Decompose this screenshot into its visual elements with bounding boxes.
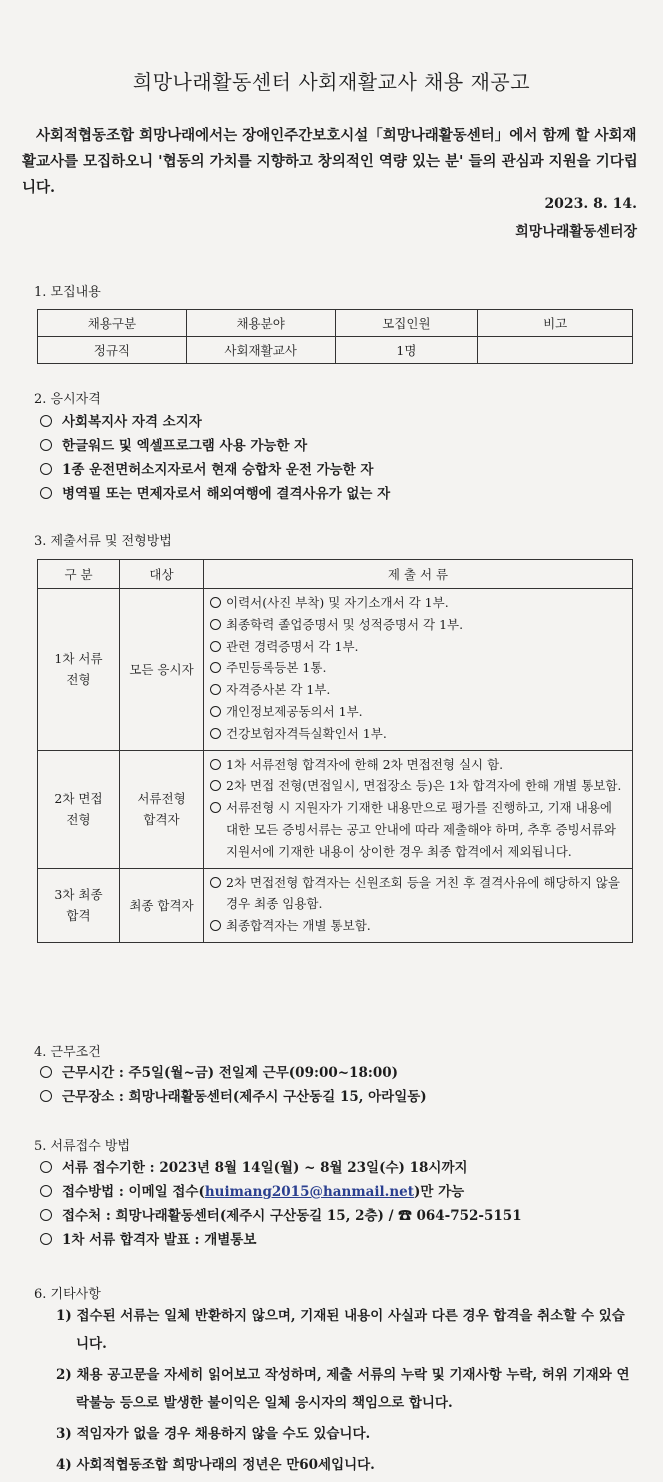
header-cell: 모집인원 xyxy=(335,310,478,337)
table-cell: 사회재활교사 xyxy=(186,337,335,364)
documents-cell xyxy=(204,750,633,868)
header-cell: 채용분야 xyxy=(186,310,335,337)
circle-bullet-icon xyxy=(210,597,221,608)
section-3-heading: 3. 제출서류 및 전형방법 xyxy=(34,534,172,549)
header-cell: 구 분 xyxy=(38,560,120,589)
list-item: 관련 경력증명서 각 1부. xyxy=(210,636,624,658)
target-cell: 최종 합격자 xyxy=(120,868,204,942)
table-cell: 1명 xyxy=(335,337,478,364)
section-2-heading: 2. 응시자격 xyxy=(34,392,101,407)
circle-bullet-icon xyxy=(210,662,221,673)
list-item: 서류 접수기한 : 2023년 8월 14일(월) ~ 8월 23일(수) 18시까지 xyxy=(40,1156,522,1180)
screening-table xyxy=(37,559,633,943)
section-1-heading: 1. 모집내용 xyxy=(34,285,101,300)
header-cell: 제 출 서 류 xyxy=(204,560,633,589)
documents-cell xyxy=(204,868,633,942)
table-cell xyxy=(478,337,633,364)
circle-bullet-icon xyxy=(40,439,52,451)
circle-bullet-icon xyxy=(40,1161,52,1173)
table-cell: 정규직 xyxy=(38,337,187,364)
circle-bullet-icon xyxy=(210,619,221,630)
posting-date: 2023. 8. 14. xyxy=(544,196,637,212)
list-item: 2차 면접 전형(면접일시, 면접장소 등)은 1차 합격자에 한해 개별 통보함. xyxy=(210,775,624,797)
target-cell: 모든 응시자 xyxy=(120,589,204,751)
list-item: 자격증사본 각 1부. xyxy=(210,679,624,701)
email-link[interactable]: huimang2015@hanmail.net xyxy=(204,1184,414,1200)
misc-notes-list xyxy=(56,1302,636,1482)
document-title: 희망나래활동센터 사회재활교사 채용 재공고 xyxy=(132,70,531,94)
list-item: 개인정보제공동의서 1부. xyxy=(210,701,624,723)
list-item: 1) 접수된 서류는 일체 반환하지 않으며, 기재된 내용이 사실과 다른 경우 합격을 취소할 수 있습니다. xyxy=(56,1308,625,1352)
list-item: 한글워드 및 엑셀프로그램 사용 가능한 자 xyxy=(40,434,390,458)
list-item: 1차 서류 합격자 발표 : 개별통보 xyxy=(40,1228,522,1252)
list-item: 1종 운전면허소지자로서 현재 승합차 운전 가능한 자 xyxy=(40,458,390,482)
circle-bullet-icon xyxy=(210,780,221,791)
circle-bullet-icon xyxy=(210,641,221,652)
circle-bullet-icon xyxy=(40,1185,52,1197)
list-item: 주민등록등본 1통. xyxy=(210,657,624,679)
list-item: 근무장소 : 희망나래활동센터(제주시 구산동길 15, 아라일동) xyxy=(40,1085,427,1109)
documents-cell xyxy=(204,589,633,751)
target-cell: 서류전형 합격자 xyxy=(120,750,204,868)
list-item: 서류전형 시 지원자가 기재한 내용만으로 평가를 진행하고, 기재 내용에 대한 모든 증빙서류는 공고 안내에 따라 제출해야 하며, 추후 증빙서류와 지원서에 기재한 내용이 상이한 경우 최종 합격에서 제외됩니다. xyxy=(210,797,624,862)
circle-bullet-icon xyxy=(40,487,52,499)
recruitment-table xyxy=(37,309,633,364)
header-cell: 채용구분 xyxy=(38,310,187,337)
intro-paragraph: 사회적협동조합 희망나래에서는 장애인주간보호시설「희망나래활동센터」에서 함께 할 사회재활교사를 모집하오니 '협동의 가치를 지향하고 창의적인 역량 있는 분' 들의 관심과 지원을 기다립니다. xyxy=(22,127,638,196)
section-6-heading: 6. 기타사항 xyxy=(34,1287,101,1302)
circle-bullet-icon xyxy=(40,415,52,427)
work-conditions-list xyxy=(40,1061,427,1109)
table-row xyxy=(38,337,633,364)
circle-bullet-icon xyxy=(40,1066,52,1078)
header-cell: 비고 xyxy=(478,310,633,337)
circle-bullet-icon xyxy=(40,1233,52,1245)
circle-bullet-icon xyxy=(210,728,221,739)
application-method-list xyxy=(40,1156,522,1252)
list-item: 2) 채용 공고문을 자세히 읽어보고 작성하며, 제출 서류의 누락 및 기재사항 누락, 허위 기재와 연락불능 등으로 발생한 불이익은 일체 응시자의 책임으로 합니다. xyxy=(56,1367,630,1411)
list-item: 접수처 : 희망나래활동센터(제주시 구산동길 15, 2층) / ☎ 064-752-5151 xyxy=(40,1204,522,1228)
stage-cell: 1차 서류전형 xyxy=(38,589,120,751)
stage-cell: 2차 면접전형 xyxy=(38,750,120,868)
list-item: 최종학력 졸업증명서 및 성적증명서 각 1부. xyxy=(210,614,624,636)
list-item: 최종합격자는 개별 통보함. xyxy=(210,915,624,937)
section-4-heading: 4. 근무조건 xyxy=(34,1045,101,1060)
stage-cell: 3차 최종합격 xyxy=(38,868,120,942)
section-5-heading: 5. 서류접수 방법 xyxy=(34,1139,131,1154)
circle-bullet-icon xyxy=(40,1209,52,1221)
circle-bullet-icon xyxy=(210,920,221,931)
list-item: 4) 사회적협동조합 희망나래의 정년은 만60세입니다. xyxy=(56,1457,375,1473)
list-item: 1차 서류전형 합격자에 한해 2차 면접전형 실시 함. xyxy=(210,754,624,776)
list-item: 3) 적임자가 없을 경우 채용하지 않을 수도 있습니다. xyxy=(56,1426,371,1442)
qualification-list xyxy=(40,410,390,506)
list-item: 접수방법 : 이메일 접수(huimang2015@hanmail.net)만 가능 xyxy=(40,1180,522,1204)
table-row xyxy=(38,868,633,942)
circle-bullet-icon xyxy=(40,1090,52,1102)
header-cell: 대상 xyxy=(120,560,204,589)
circle-bullet-icon xyxy=(40,463,52,475)
circle-bullet-icon xyxy=(210,706,221,717)
circle-bullet-icon xyxy=(210,877,221,888)
list-item: 사회복지사 자격 소지자 xyxy=(40,410,390,434)
list-item: 병역필 또는 면제자로서 해외여행에 결격사유가 없는 자 xyxy=(40,482,390,506)
table-row xyxy=(38,750,633,868)
list-item: 근무시간 : 주5일(월~금) 전일제 근무(09:00~18:00) xyxy=(40,1061,427,1085)
circle-bullet-icon xyxy=(210,684,221,695)
list-item: 2차 면접전형 합격자는 신원조회 등을 거친 후 결격사유에 해당하지 않을 경우 최종 임용함. xyxy=(210,872,624,916)
circle-bullet-icon xyxy=(210,802,221,813)
list-item: 건강보험자격득실확인서 1부. xyxy=(210,723,624,745)
table-row xyxy=(38,589,633,751)
circle-bullet-icon xyxy=(210,759,221,770)
list-item: 이력서(사진 부착) 및 자기소개서 각 1부. xyxy=(210,592,624,614)
table-header-row xyxy=(38,310,633,337)
signature: 희망나래활동센터장 xyxy=(515,224,637,240)
table-header-row xyxy=(38,560,633,589)
